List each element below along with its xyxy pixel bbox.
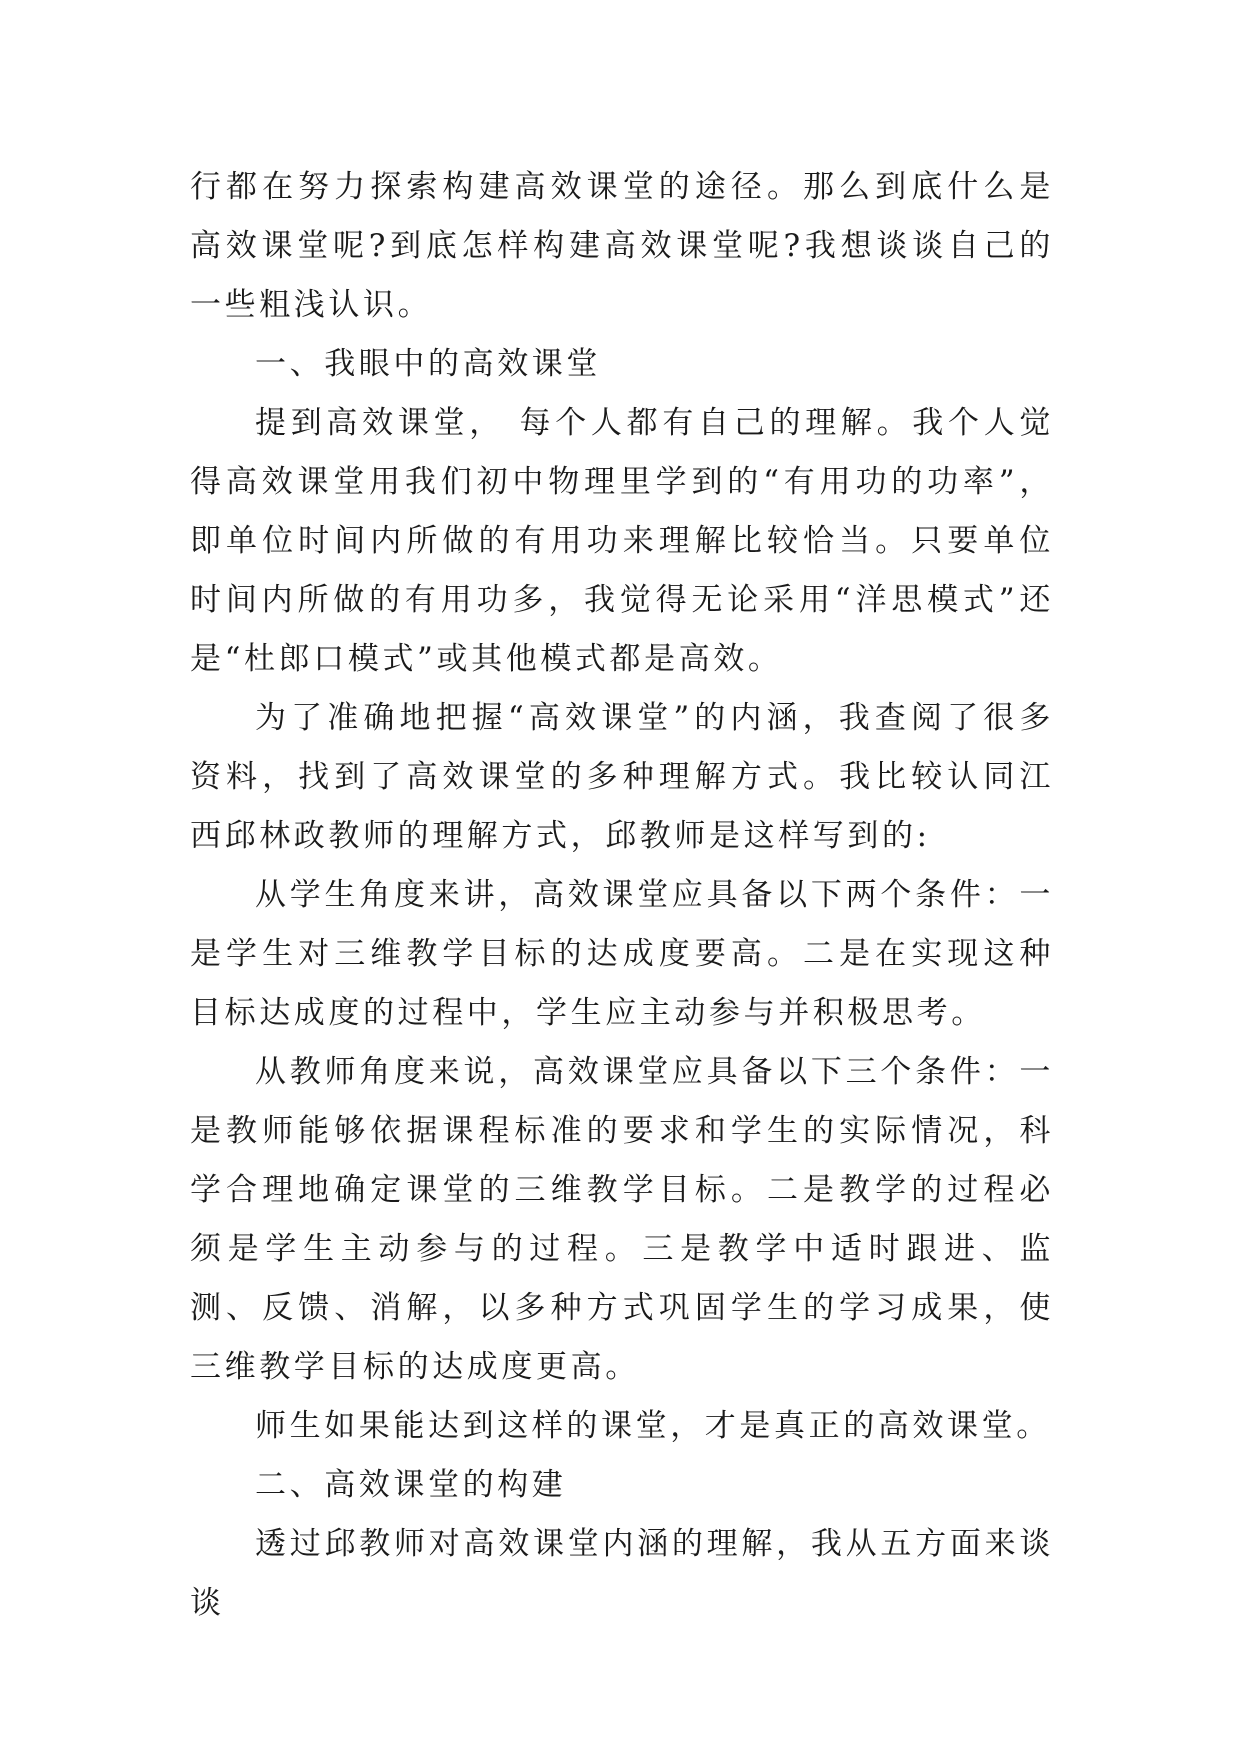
paragraph-student-perspective: 从学生角度来讲，高效课堂应具备以下两个条件：一是学生对三维教学目标的达成度要高。二是在实现这种目标达成度的过程中，学生应主动参与并积极思考。 <box>190 877 1054 1031</box>
paragraph-research: 为了准确地把握“高效课堂”的内涵，我查阅了很多资料，找到了高效课堂的多种理解方式。我比较认同江西邱林政教师的理解方式，邱教师是这样写到的: <box>190 700 1054 854</box>
section-heading-1: 一、我眼中的高效课堂 <box>255 346 601 382</box>
paragraph-continuation: 行都在努力探索构建高效课堂的途径。那么到底什么是高效课堂呢?到底怎样构建高效课堂呢?我想谈谈自己的一些粗浅认识。 <box>190 169 1054 323</box>
paragraph-high-efficiency-definition: 提到高效课堂， 每个人都有自己的理解。我个人觉得高效课堂用我们初中物理里学到的“有用功的功率”，即单位时间内所做的有用功来理解比较恰当。只要单位时间内所做的有用功多，我觉得无论采用“洋思模式”还是“杜郎口模式”或其他模式都是高效。 <box>190 405 1054 677</box>
section-heading-2: 二、高效课堂的构建 <box>255 1467 567 1503</box>
paragraph-conclusion: 师生如果能达到这样的课堂，才是真正的高效课堂。 <box>255 1408 1051 1444</box>
document-page <box>190 158 1054 1633</box>
paragraph-teacher-perspective: 从教师角度来说，高效课堂应具备以下三个条件：一是教师能够依据课程标准的要求和学生的实际情况，科学合理地确定课堂的三维教学目标。二是教学的过程必须是学生主动参与的过程。三是教学中适时跟进、监测、反馈、消解，以多种方式巩固学生的学习成果，使三维教学目标的达成度更高。 <box>190 1054 1054 1385</box>
paragraph-construction-intro: 透过邱教师对高效课堂内涵的理解，我从五方面来谈谈 <box>190 1526 1054 1621</box>
